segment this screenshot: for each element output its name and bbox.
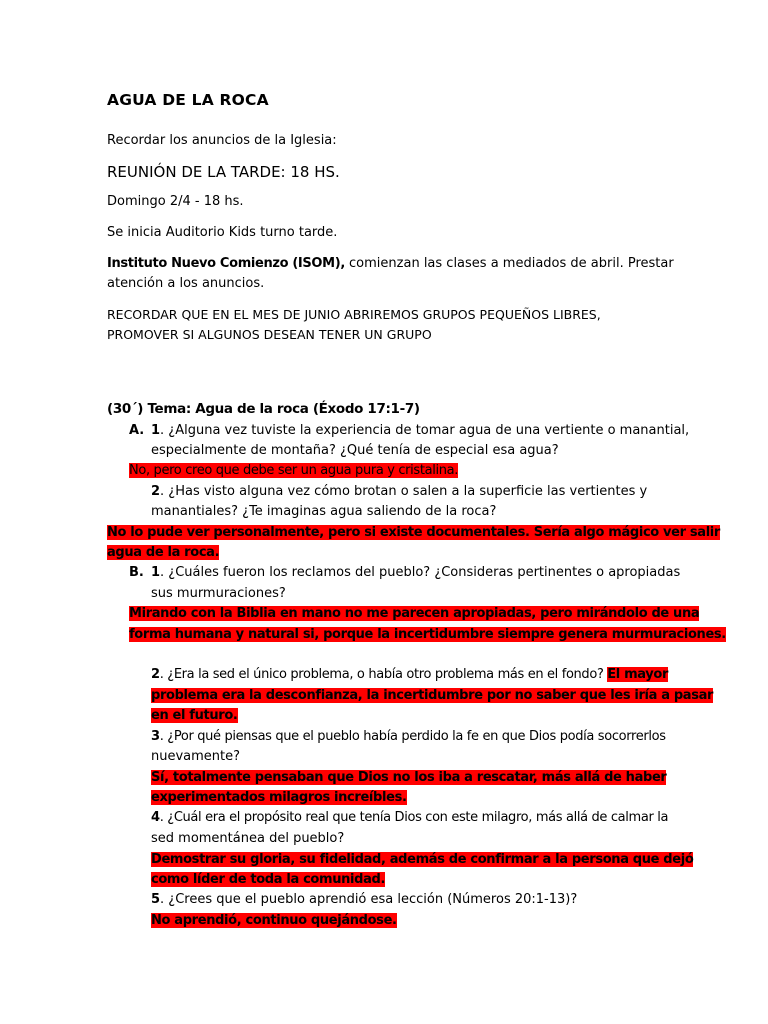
- isom-text: comienzan las clases a mediados de abril. Prestar: [344, 256, 674, 271]
- answer-b2-line3: [151, 706, 238, 726]
- isom-name: Instituto Nuevo Comienzo (ISOM),: [107, 256, 345, 271]
- question-b3-line2: nuevamente?: [151, 749, 241, 764]
- groups-notice-line2: PROMOVER SI ALGUNOS DESEAN TENER UN GRUPO: [107, 327, 432, 342]
- answer-highlight: El mayor: [607, 667, 669, 682]
- question-text: . ¿Alguna vez tuviste la experiencia de tomar agua de una vertiente o manantial,: [160, 423, 690, 438]
- kids-notice: Se inicia Auditorio Kids turno tarde.: [107, 225, 338, 240]
- answer-highlight: experimentados milagros increíbles.: [151, 790, 407, 805]
- question-number: 3: [151, 729, 160, 744]
- answer-highlight: No lo pude ver personalmente, pero si existe documentales. Sería algo mágico ver salir: [107, 525, 720, 540]
- question-number: 4: [151, 810, 160, 825]
- section-a-marker: A.: [129, 423, 145, 438]
- question-text: . ¿Era la sed el único problema, o había otro problema más en el fondo?: [159, 667, 608, 682]
- question-text: . ¿Cuáles fueron los reclamos del pueblo? ¿Consideras pertinentes o apropiadas: [160, 565, 681, 580]
- answer-b2-line2: [151, 686, 713, 706]
- isom-notice-line2: atención a los anuncios.: [107, 276, 265, 291]
- answer-highlight: No, pero creo que debe ser un agua pura y cristalina.: [129, 463, 459, 478]
- question-number: 2: [151, 484, 161, 499]
- question-text: . ¿Has visto alguna vez cómo brotan o salen a la superficie las vertientes y: [160, 484, 648, 499]
- question-text: . ¿Por qué piensas que el pueblo había perdido la fe en que Dios podía socorrerlos: [159, 729, 666, 744]
- topic-heading: (30´) Tema: Agua de la roca (Éxodo 17:1-7): [107, 401, 420, 417]
- question-number: 5: [151, 892, 161, 907]
- answer-highlight: en el futuro.: [151, 708, 238, 723]
- answer-a2-line2: [107, 543, 219, 563]
- answer-a2-line1: [107, 523, 720, 543]
- question-a1-line1: [151, 421, 689, 441]
- answer-highlight: forma humana y natural si, porque la incertidumbre siempre genera murmuraciones.: [129, 627, 726, 642]
- answer-b4-line2: [151, 870, 385, 890]
- answer-highlight: No aprendió, continuo quejándose.: [151, 913, 397, 928]
- question-number: 1: [151, 423, 161, 438]
- announce-intro: Recordar los anuncios de la Iglesia:: [107, 133, 337, 148]
- question-a2-line2: manantiales? ¿Te imaginas agua saliendo de la roca?: [151, 504, 497, 519]
- question-text: . ¿Crees que el pueblo aprendió esa lección (Números 20:1-13)?: [160, 892, 578, 907]
- answer-highlight: agua de la roca.: [107, 545, 220, 560]
- document-title: AGUA DE LA ROCA: [107, 91, 269, 109]
- answer-b3-line1: [151, 768, 666, 788]
- answer-a1: [129, 461, 458, 481]
- sunday-date: Domingo 2/4 - 18 hs.: [107, 194, 244, 209]
- question-a2-line1: [151, 482, 647, 502]
- question-b1-line1: [151, 563, 680, 583]
- question-b2-line1: [151, 665, 668, 685]
- isom-notice-line1: [107, 254, 674, 274]
- answer-highlight: Demostrar su gloria, su fidelidad, además de confirmar a la persona que dejó: [151, 852, 694, 867]
- answer-highlight: Sí, totalmente pensaban que Dios no los iba a rescatar, más allá de haber: [151, 770, 667, 785]
- answer-b3-line2: [151, 788, 407, 808]
- answer-b5: [151, 911, 397, 931]
- question-number: 1: [151, 565, 161, 580]
- answer-highlight: problema era la desconfianza, la incertidumbre por no saber que les iría a pasar: [151, 688, 714, 703]
- question-a1-line2: especialmente de montaña? ¿Qué tenía de especial esa agua?: [151, 443, 559, 458]
- question-b1-line2: sus murmuraciones?: [151, 586, 286, 601]
- section-b-marker: B.: [129, 565, 144, 580]
- answer-highlight: como líder de toda la comunidad.: [151, 872, 386, 887]
- question-b4-line2: sed momentánea del pueblo?: [151, 831, 345, 846]
- answer-b1-line1: [129, 604, 699, 624]
- answer-b4-line1: [151, 850, 693, 870]
- question-b3-line1: [151, 727, 666, 747]
- answer-highlight: Mirando con la Biblia en mano no me parecen apropiadas, pero mirándolo de una: [129, 606, 700, 621]
- question-number: 2: [151, 667, 160, 682]
- meeting-time: REUNIÓN DE LA TARDE: 18 HS.: [107, 163, 340, 181]
- question-text: . ¿Cuál era el propósito real que tenía Dios con este milagro, más allá de calmar la: [159, 810, 669, 825]
- question-b4-line1: [151, 808, 668, 828]
- question-b5: [151, 890, 577, 910]
- groups-notice-line1: RECORDAR QUE EN EL MES DE JUNIO ABRIREMOS GRUPOS PEQUEÑOS LIBRES,: [107, 307, 601, 322]
- answer-b1-line2: [129, 625, 726, 645]
